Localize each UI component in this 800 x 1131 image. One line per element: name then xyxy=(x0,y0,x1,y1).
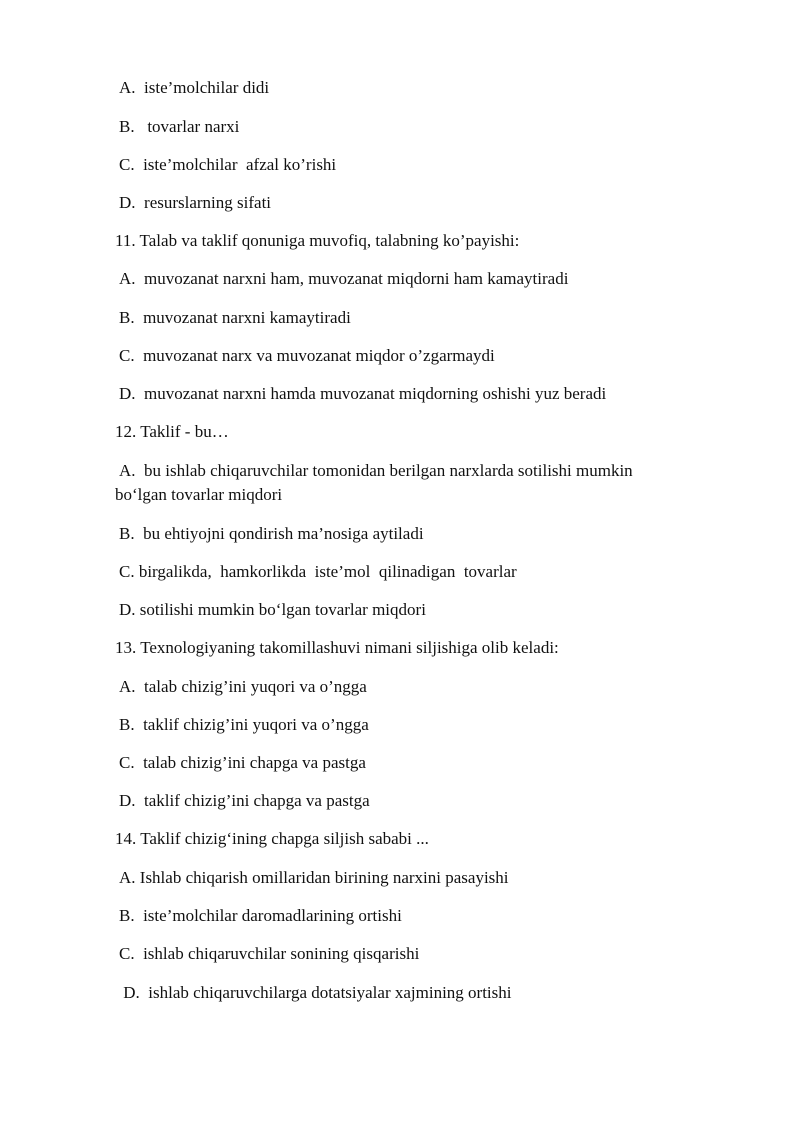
option-d-q13: D. taklif chizig’ini chapga va pastga xyxy=(119,791,370,810)
option-a-q14: A. Ishlab chiqarish omillaridan birining narxini pasayishi xyxy=(119,868,509,887)
option-c-q13: C. talab chizig’ini chapga va pastga xyxy=(119,753,366,772)
question-11: 11. Talab va taklif qonuniga muvofiq, talabning ko’payishi: xyxy=(115,231,520,250)
question-12: 12. Taklif - bu… xyxy=(115,422,229,441)
option-b-q14: B. iste’molchilar daromadlarining ortishi xyxy=(119,906,402,925)
option-a-q12-continuation: bo‘lgan tovarlar miqdori xyxy=(115,485,283,504)
option-c-q12: C. birgalikda, hamkorlikda iste’mol qilinadigan tovarlar xyxy=(119,562,517,581)
option-d-q10: D. resurslarning sifati xyxy=(119,193,272,212)
question-13: 13. Texnologiyaning takomillashuvi nimani siljishiga olib keladi: xyxy=(115,638,559,657)
option-c-q10: C. iste’molchilar afzal ko’rishi xyxy=(119,155,337,174)
option-a-q13: A. talab chizig’ini yuqori va o’ngga xyxy=(119,677,367,696)
question-14: 14. Taklif chizig‘ining chapga siljish sababi ... xyxy=(115,829,429,848)
option-a-q10: A. iste’molchilar didi xyxy=(119,78,270,97)
option-d-q14: D. ishlab chiqaruvchilarga dotatsiyalar xajmining ortishi xyxy=(119,983,512,1002)
option-d-q11: D. muvozanat narxni hamda muvozanat miqdorning oshishi yuz beradi xyxy=(119,384,607,403)
option-a-q12: A. bu ishlab chiqaruvchilar tomonidan berilgan narxlarda sotilishi mumkin xyxy=(119,461,633,480)
option-b-q12: B. bu ehtiyojni qondirish ma’nosiga aytiladi xyxy=(119,524,424,543)
option-c-q14: C. ishlab chiqaruvchilar sonining qisqarishi xyxy=(119,944,420,963)
option-d-q12: D. sotilishi mumkin bo‘lgan tovarlar miqdori xyxy=(119,600,426,619)
option-b-q11: B. muvozanat narxni kamaytiradi xyxy=(119,308,351,327)
option-c-q11: C. muvozanat narx va muvozanat miqdor o’zgarmaydi xyxy=(119,346,495,365)
option-b-q10: B. tovarlar narxi xyxy=(119,117,240,136)
option-a-q11: A. muvozanat narxni ham, muvozanat miqdorni ham kamaytiradi xyxy=(119,269,569,288)
option-b-q13: B. taklif chizig’ini yuqori va o’ngga xyxy=(119,715,369,734)
